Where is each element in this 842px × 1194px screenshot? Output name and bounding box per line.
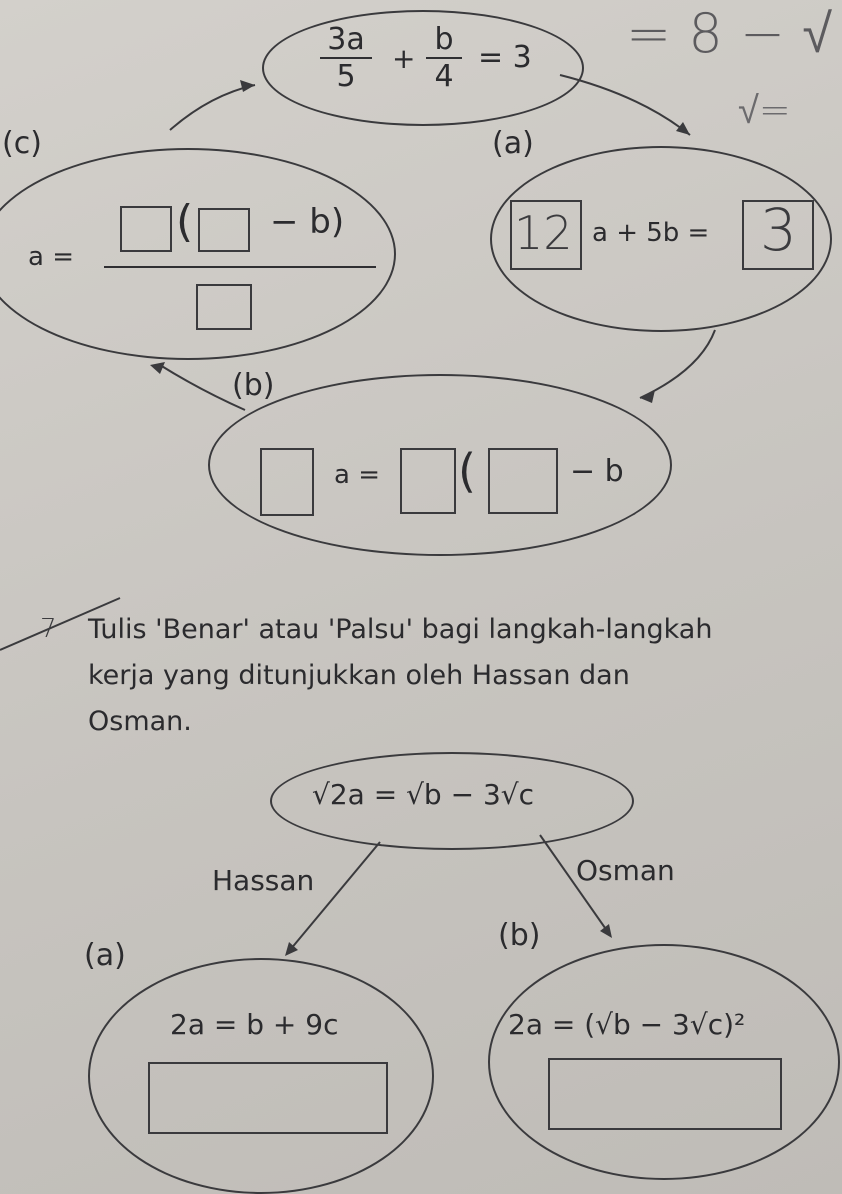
osman-step: 2a = (√b − 3√c)² [508,1008,746,1041]
handwritten-answer: 3 [760,196,797,264]
node-c-lhs: a = [28,242,74,272]
bottom-equation: √2a = √b − 3√c [312,778,535,811]
top-equation-oval [262,10,584,126]
equation-rhs: = 3 [478,40,532,75]
handwritten-answer: 12 [514,206,573,260]
answer-box[interactable] [260,448,314,516]
fraction-denominator: 4 [434,59,454,94]
fraction-denominator: 5 [336,59,356,94]
label-a: (a) [492,126,534,161]
fraction-3a-over-5 [320,22,372,94]
plus-sign: + [392,42,416,75]
question-line-2: kerja yang ditunjukkan oleh Hassan dan [88,660,630,691]
hassan-label: Hassan [212,864,315,897]
label-a-bottom: (a) [84,938,126,973]
label-b-bottom: (b) [498,918,541,953]
fraction-numerator: b [434,22,454,57]
fraction-bar [104,266,376,268]
label-b: (b) [232,368,275,403]
question-line-3: Osman. [88,706,192,737]
node-b-lhs: a = [334,460,380,490]
handwritten-scribble: = 8 − √ [626,2,832,65]
true-false-box-osman[interactable] [548,1058,782,1130]
fraction-numerator: 3a [327,22,365,57]
fraction-b-over-4 [424,22,464,94]
answer-box[interactable] [120,206,172,252]
open-paren: ( [176,196,194,247]
question-line-1: Tulis 'Benar' atau 'Palsu' bagi langkah-langkah [88,614,713,645]
open-paren: ( [458,444,476,498]
node-a-expression: a + 5b = [592,218,710,248]
question-number: 7 [40,614,57,644]
handwritten-scribble-2: √= [738,88,791,132]
hassan-step: 2a = b + 9c [170,1008,339,1041]
answer-box[interactable] [488,448,558,514]
answer-box[interactable] [196,284,252,330]
label-c: (c) [2,126,42,161]
osman-label: Osman [576,854,675,887]
true-false-box-hassan[interactable] [148,1062,388,1134]
answer-box[interactable] [198,208,250,252]
answer-box[interactable] [400,448,456,514]
minus-b: − b [570,454,624,489]
minus-b: − b) [270,202,345,242]
